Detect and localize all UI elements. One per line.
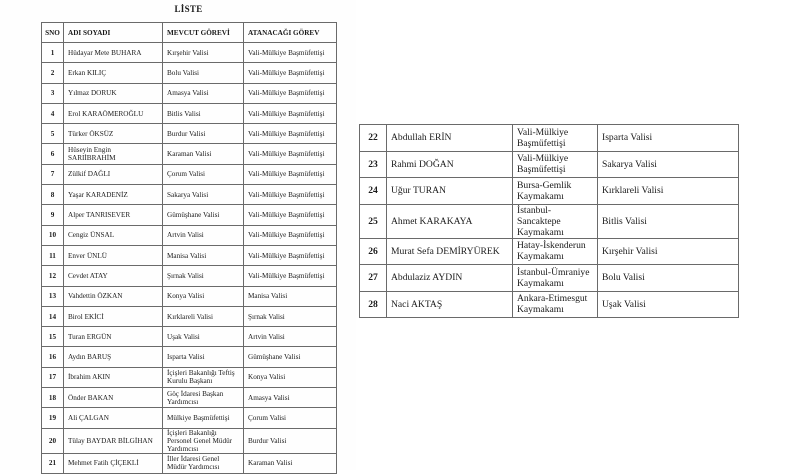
cell-current-position: Artvin Valisi: [163, 225, 244, 245]
cell-sno: 7: [42, 164, 64, 184]
table-row: [42, 347, 337, 367]
cell-new-position: Vali-Mülkiye Başmüfettişi: [244, 185, 337, 205]
cell-new-position: Vali-Mülkiye Başmüfettişi: [244, 83, 337, 103]
cell-sno: 4: [42, 103, 64, 123]
cell-new-position: Manisa Valisi: [244, 286, 337, 306]
cell-name: Abdullah ERİN: [387, 125, 513, 152]
cell-current-position: İçişleri Bakanlığı Teftiş Kurulu Başkanı: [163, 367, 244, 387]
cell-sno: 8: [42, 185, 64, 205]
cell-sno: 19: [42, 408, 64, 428]
cell-sno: 14: [42, 306, 64, 326]
cell-name: Uğur TURAN: [387, 178, 513, 205]
cell-name: Mehmet Fatih ÇİÇEKLİ: [64, 453, 163, 473]
cell-sno: 6: [42, 144, 64, 164]
column-header-new-position: ATANACAĞI GÖREV: [244, 23, 337, 43]
table-row: [42, 388, 337, 408]
cell-name: Hüseyin Engin SARIİBRAHİM: [64, 144, 163, 164]
cell-current-position: Vali-Mülkiye Başmüfettişi: [513, 151, 598, 178]
cell-name: Rahmi DOĞAN: [387, 151, 513, 178]
cell-sno: 23: [360, 151, 387, 178]
cell-new-position: Burdur Valisi: [244, 428, 337, 453]
table-row: [42, 286, 337, 306]
cell-new-position: Sakarya Valisi: [598, 151, 739, 178]
cell-new-position: Çorum Valisi: [244, 408, 337, 428]
cell-sno: 2: [42, 63, 64, 83]
cell-sno: 21: [42, 453, 64, 473]
cell-sno: 17: [42, 367, 64, 387]
table-row: [42, 367, 337, 387]
cell-name: İbrahim AKIN: [64, 367, 163, 387]
table-row: [42, 408, 337, 428]
cell-sno: 16: [42, 347, 64, 367]
table-row: [42, 327, 337, 347]
cell-current-position: Hatay-İskenderun Kaymakamı: [513, 238, 598, 265]
cell-new-position: Vali-Mülkiye Başmüfettişi: [244, 245, 337, 265]
cell-name: Yaşar KARADENİZ: [64, 185, 163, 205]
table-row: [360, 238, 739, 265]
cell-name: Önder BAKAN: [64, 388, 163, 408]
cell-name: Murat Sefa DEMİRYÜREK: [387, 238, 513, 265]
cell-sno: 3: [42, 83, 64, 103]
column-header-name: ADI SOYADI: [64, 23, 163, 43]
cell-new-position: Vali-Mülkiye Başmüfettişi: [244, 164, 337, 184]
cell-current-position: Gümüşhane Valisi: [163, 205, 244, 225]
table-row: [360, 151, 739, 178]
cell-sno: 26: [360, 238, 387, 265]
cell-sno: 20: [42, 428, 64, 453]
document-title: LİSTE: [174, 4, 203, 14]
table-row: [42, 245, 337, 265]
table-row: [42, 205, 337, 225]
cell-new-position: Isparta Valisi: [598, 125, 739, 152]
table-row: [42, 63, 337, 83]
appointments-table-left: [41, 22, 337, 474]
cell-name: Abdulaziz AYDIN: [387, 265, 513, 292]
cell-sno: 12: [42, 266, 64, 286]
cell-name: Alper TANRISEVER: [64, 205, 163, 225]
cell-sno: 25: [360, 204, 387, 238]
cell-sno: 1: [42, 43, 64, 63]
table-row: [42, 83, 337, 103]
cell-new-position: Amasya Valisi: [244, 388, 337, 408]
cell-sno: 10: [42, 225, 64, 245]
table-row: [360, 204, 739, 238]
cell-current-position: Bitlis Valisi: [163, 103, 244, 123]
table-row: [42, 266, 337, 286]
cell-sno: 22: [360, 125, 387, 152]
cell-current-position: Vali-Mülkiye Başmüfettişi: [513, 125, 598, 152]
cell-new-position: Uşak Valisi: [598, 291, 739, 318]
cell-name: Ali ÇALGAN: [64, 408, 163, 428]
cell-new-position: Konya Valisi: [244, 367, 337, 387]
cell-current-position: Göç İdaresi Başkan Yardımcısı: [163, 388, 244, 408]
cell-current-position: Ankara-Etimesgut Kaymakamı: [513, 291, 598, 318]
cell-new-position: Vali-Mülkiye Başmüfettişi: [244, 266, 337, 286]
table-header-row: [42, 23, 337, 43]
cell-name: Cengiz ÜNSAL: [64, 225, 163, 245]
cell-name: Zülkif DAĞLI: [64, 164, 163, 184]
table-row: [42, 164, 337, 184]
cell-new-position: Artvin Valisi: [244, 327, 337, 347]
cell-new-position: Kırşehir Valisi: [598, 238, 739, 265]
cell-new-position: Vali-Mülkiye Başmüfettişi: [244, 103, 337, 123]
table-row: [42, 103, 337, 123]
cell-current-position: Konya Valisi: [163, 286, 244, 306]
cell-current-position: Kırşehir Valisi: [163, 43, 244, 63]
cell-current-position: Karaman Valisi: [163, 144, 244, 164]
cell-current-position: Isparta Valisi: [163, 347, 244, 367]
cell-new-position: Kırklareli Valisi: [598, 178, 739, 205]
cell-sno: 5: [42, 124, 64, 144]
cell-current-position: İller İdaresi Genel Müdür Yardımcısı: [163, 453, 244, 473]
cell-current-position: Sakarya Valisi: [163, 185, 244, 205]
table-row: [42, 124, 337, 144]
table-row: [42, 144, 337, 164]
cell-current-position: Bursa-Gemlik Kaymakamı: [513, 178, 598, 205]
cell-name: Birol EKİCİ: [64, 306, 163, 326]
cell-new-position: Gümüşhane Valisi: [244, 347, 337, 367]
cell-sno: 13: [42, 286, 64, 306]
cell-current-position: Çorum Valisi: [163, 164, 244, 184]
table-row: [42, 306, 337, 326]
cell-sno: 18: [42, 388, 64, 408]
cell-name: Cevdet ATAY: [64, 266, 163, 286]
cell-name: Ahmet KARAKAYA: [387, 204, 513, 238]
table-row: [360, 125, 739, 152]
cell-current-position: Mülkiye Başmüfettişi: [163, 408, 244, 428]
cell-current-position: Bolu Valisi: [163, 63, 244, 83]
cell-name: Hüdayar Mete BUHARA: [64, 43, 163, 63]
cell-new-position: Karaman Valisi: [244, 453, 337, 473]
table-row: [360, 178, 739, 205]
cell-new-position: Vali-Mülkiye Başmüfettişi: [244, 144, 337, 164]
table-row: [42, 225, 337, 245]
cell-new-position: Şırnak Valisi: [244, 306, 337, 326]
cell-new-position: Vali-Mülkiye Başmüfettişi: [244, 205, 337, 225]
appointments-table-right: [359, 124, 739, 318]
cell-new-position: Bitlis Valisi: [598, 204, 739, 238]
cell-sno: 24: [360, 178, 387, 205]
cell-current-position: İstanbul-Ümraniye Kaymakamı: [513, 265, 598, 292]
cell-name: Turan ERGÜN: [64, 327, 163, 347]
cell-new-position: Vali-Mülkiye Başmüfettişi: [244, 225, 337, 245]
cell-name: Vahdettin ÖZKAN: [64, 286, 163, 306]
cell-current-position: Kırklareli Valisi: [163, 306, 244, 326]
cell-name: Erkan KILIÇ: [64, 63, 163, 83]
cell-new-position: Bolu Valisi: [598, 265, 739, 292]
column-header-current-position: MEVCUT GÖREVİ: [163, 23, 244, 43]
cell-current-position: Burdur Valisi: [163, 124, 244, 144]
table-row: [360, 265, 739, 292]
cell-current-position: Uşak Valisi: [163, 327, 244, 347]
cell-current-position: İstanbul-Sancaktepe Kaymakamı: [513, 204, 598, 238]
cell-name: Naci AKTAŞ: [387, 291, 513, 318]
table-row: [360, 291, 739, 318]
column-header-sno: SNO: [42, 23, 64, 43]
table-row: [42, 43, 337, 63]
table-row: [42, 453, 337, 473]
cell-name: Yılmaz DORUK: [64, 83, 163, 103]
cell-current-position: Şırnak Valisi: [163, 266, 244, 286]
cell-name: Tülay BAYDAR BİLGİHAN: [64, 428, 163, 453]
cell-name: Aydın BARUŞ: [64, 347, 163, 367]
cell-name: Türker ÖKSÜZ: [64, 124, 163, 144]
cell-sno: 27: [360, 265, 387, 292]
cell-sno: 15: [42, 327, 64, 347]
cell-sno: 11: [42, 245, 64, 265]
cell-current-position: Amasya Valisi: [163, 83, 244, 103]
cell-sno: 28: [360, 291, 387, 318]
cell-sno: 9: [42, 205, 64, 225]
cell-new-position: Vali-Mülkiye Başmüfettişi: [244, 124, 337, 144]
cell-current-position: Manisa Valisi: [163, 245, 244, 265]
cell-name: Enver ÜNLÜ: [64, 245, 163, 265]
table-row: [42, 428, 337, 453]
cell-current-position: İçişleri Bakanlığı Personel Genel Müdür Yardımcısı: [163, 428, 244, 453]
cell-name: Erol KARAÖMEROĞLU: [64, 103, 163, 123]
table-row: [42, 185, 337, 205]
cell-new-position: Vali-Mülkiye Başmüfettişi: [244, 43, 337, 63]
cell-new-position: Vali-Mülkiye Başmüfettişi: [244, 63, 337, 83]
